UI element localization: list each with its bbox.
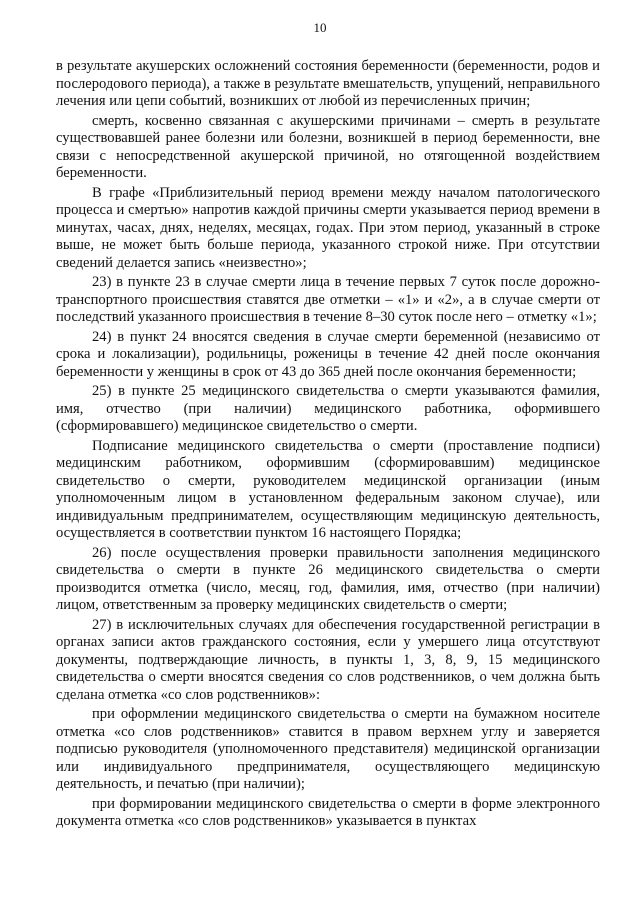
- page-number: 10: [313, 20, 327, 35]
- paragraph-2: смерть, косвенно связанная с акушерскими причинами – смерть в результате существовавшей ранее болезни или болезни, возникшей в период беременности, вне связи с непосредственной акушерской причиной, но отягощенной воздействием беременности.: [56, 112, 600, 181]
- paragraph-4: 23) в пункте 23 в случае смерти лица в течение первых 7 суток после дорожно-транспортного происшествия ставятся две отметки – «1» и «2», а в случае смерти от последствий указанного происшествия в течение 8–30 суток после него – отметку «1»;: [56, 274, 600, 325]
- paragraph-9: 27) в исключительных случаях для обеспечения государственной регистрации в органах записи актов гражданского состояния, если у умершего лица отсутствуют документы, подтверждающие личность, в пункты 1, 3, 8, 9, 15 медицинского свидетельства о смерти вносятся сведения со слов родственников, о чем должна быть сделана отметка «со слов родственников»:: [56, 616, 600, 703]
- paragraph-10: при оформлении медицинского свидетельства о смерти на бумажном носителе отметка «со слов родственников» ставится в правом верхнем углу и заверяется подписью руководителя (уполномоченного представителя) медицинской организации или индивидуального предпринимателя, осуществляющего медицинскую деятельность, и печатью (при наличии);: [56, 706, 600, 792]
- document-body: [56, 58, 600, 833]
- paragraph-7: Подписание медицинского свидетельства о смерти (проставление подписи) медицинским работником, оформившим (сформировавшим) медицинское свидетельство о смерти, руководителем медицинской организации (иным уполномоченным лицом в установленном федеральным законом случае), или индивидуальным предпринимателем, осуществляющим медицинскую деятельность, осуществляется в соответствии пунктом 16 настоящего Порядка;: [56, 437, 600, 541]
- paragraph-11: при формировании медицинского свидетельства о смерти в форме электронного документа отметка «со слов родственников» указывается в пунктах: [56, 795, 600, 829]
- paragraph-8: 26) после осуществления проверки правильности заполнения медицинского свидетельства о смерти в пункте 26 медицинского свидетельства о смерти производится отметка (число, месяц, год, фамилия, имя, отчество (при наличии) лицом, ответственным за проверку медицинских свидетельств о смерти;: [56, 544, 600, 613]
- paragraph-6: 25) в пункте 25 медицинского свидетельства о смерти указываются фамилия, имя, отчество (при наличии) медицинского работника, оформившего (сформировавшего) медицинское свидетельство о смерти.: [56, 383, 600, 434]
- paragraph-5: 24) в пункт 24 вносятся сведения в случае смерти беременной (независимо от срока и локализации), родильницы, роженицы в течение 42 дней после окончания беременности у женщины в срок от 43 до 365 дней после окончания беременности;: [56, 328, 600, 380]
- paragraph-1: в результате акушерских осложнений состояния беременности (беременности, родов и послеродового периода), а также в результате вмешательств, упущений, неправильного лечения или цепи событий, возникших от любой из перечисленных причин;: [56, 58, 600, 109]
- paragraph-3: В графе «Приблизительный период времени между началом патологического процесса и смертью» напротив каждой причины смерти указывается период времени в минутах, часах, днях, неделях, месяцах, годах. При этом период, указанный в строке выше, не может быть больше периода, указанного строкой ниже. При отсутствии сведений делается запись «неизвестно»;: [56, 184, 600, 271]
